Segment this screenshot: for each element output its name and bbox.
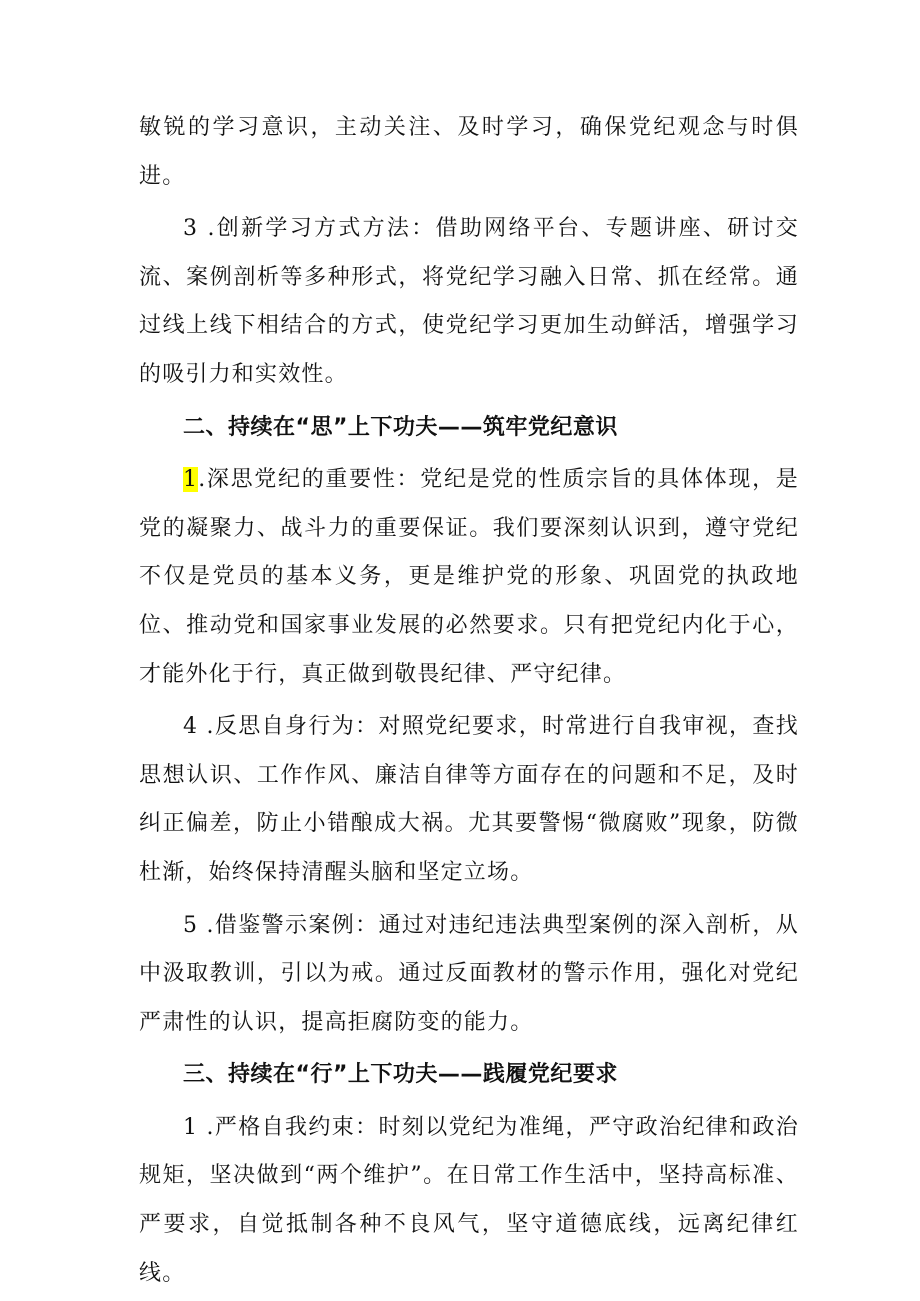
section-heading-act: 三、持续在“行”上下功夫——践履党纪要求 — [183, 1062, 618, 1088]
paragraph-innovate-learning: 3 .创新学习方式方法：借助网络平台、专题讲座、研讨交流、案例剖析等多种形式，将党纪学习融入日常、抓在经常。通过线上线下相结合的方式，使党纪学习更加生动鲜活，增强学习的吸引力和实效性。 — [139, 216, 799, 387]
highlighted-number: 1 — [183, 467, 199, 493]
paragraph-self-discipline: 1 .严格自我约束：时刻以党纪为准绳，严守政治纪律和政治规矩，坚决做到“两个维护”。在日常工作生活中，坚持高标准、严要求，自觉抵制各种不良风气，坚守道德底线，远离纪律红线。 — [139, 1114, 799, 1286]
paragraph-importance-text: .深思党纪的重要性：党纪是党的性质宗旨的具体体现，是党的凝聚力、战斗力的重要保证。我们要深刻认识到，遵守党纪不仅是党员的基本义务，更是维护党的形象、巩固党的执政地位、推动党和国家事业发展的必然要求。只有把党纪内化于心，才能外化于行，真正做到敬畏纪律、严守纪律。 — [139, 467, 799, 687]
paragraph-warning-cases: 5 .借鉴警示案例：通过对违纪违法典型案例的深入剖析，从中汲取教训，引以为戒。通过反面教材的警示作用，强化对党纪严肃性的认识，提高拒腐防变的能力。 — [139, 912, 799, 1035]
paragraph-reflect-behavior: 4 .反思自身行为：对照党纪要求，时常进行自我审视，查找思想认识、工作作风、廉洁自律等方面存在的问题和不足，及时纠正偏差，防止小错酿成大祸。尤其要警惕“微腐败”现象，防微杜渐，始终保持清醒头脑和坚定立场。 — [139, 714, 799, 885]
document-body — [139, 104, 799, 1298]
paragraph-continued: 敏锐的学习意识，主动关注、及时学习，确保党纪观念与时俱进。 — [139, 115, 799, 189]
section-heading-think: 二、持续在“思”上下功夫——筑牢党纪意识 — [183, 414, 618, 440]
paragraph-importance — [139, 456, 799, 699]
